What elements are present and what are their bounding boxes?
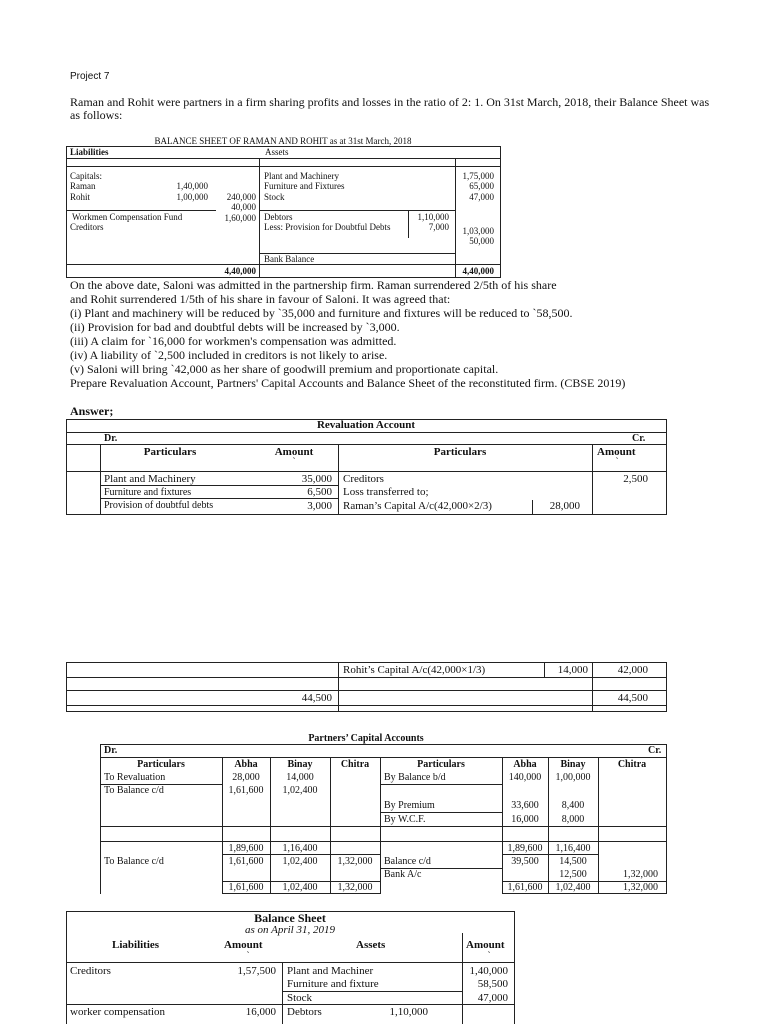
question-line-7: (v) Saloni will bring `42,000 as her share of goodwill premium and proportionate capital. [70, 362, 499, 376]
capital-to-revaluation: To Revaluation [104, 772, 166, 783]
old-bs-stock-amount: 47,000 [469, 192, 494, 202]
old-bs-creditors-amount: 1,60,000 [224, 213, 256, 223]
capital-by-bal-binay: 1,00,000 [555, 772, 591, 783]
bs-new-amount-left: Amount [224, 939, 263, 951]
answer-label: Answer; [70, 404, 114, 418]
question-line-1: On the above date, Saloni was admitted in the partnership firm. Raman surrendered 2/5th of his share [70, 278, 557, 292]
capital-to-bal2-abha: 1,61,600 [228, 856, 264, 867]
reval-creditors: Creditors [343, 473, 384, 485]
capital-sub-abha: 1,89,600 [228, 843, 264, 854]
old-bs-stock: Stock [264, 192, 285, 202]
capital-binay-left: Binay [287, 759, 313, 770]
capital-cr: Cr. [648, 745, 662, 756]
question-line-4: (ii) Provision for bad and doubtful debts will be increased by `3,000. [70, 320, 400, 334]
bs-new-stock: Stock [287, 992, 313, 1004]
capital-by-bal-abha: 140,000 [508, 772, 542, 783]
capital-rtotal-binay: 1,02,400 [555, 882, 591, 893]
reval-raman-amount: 28,000 [549, 500, 580, 512]
project-label: Project 7 [70, 71, 110, 82]
capital-to-balance-2: To Balance c/d [104, 856, 164, 867]
bs-new-liabilities: Liabilities [112, 939, 160, 951]
capital-by-prem-abha: 33,600 [511, 800, 539, 811]
old-bs-debtors: Debtors [264, 212, 293, 222]
old-bs-rohit: Rohit [70, 192, 91, 202]
bs-new-stock-amount: 47,000 [477, 992, 508, 1004]
bs-new-furniture: Furniture and fixture [287, 978, 379, 990]
capital-by-wcf-binay: 8,000 [561, 814, 585, 825]
capital-abha-right: Abha [513, 759, 537, 770]
reval-left-amount: 6,500 [307, 486, 332, 498]
reval-particulars-right: Particulars [433, 446, 487, 458]
question-line-8: Prepare Revaluation Account, Partners' Capital Accounts and Balance Sheet of the reconstituted firm. (CBSE 2019) [70, 376, 626, 390]
old-bs-raman: Raman [70, 181, 96, 191]
reval-left-amount: 3,000 [307, 500, 332, 512]
capital-dr: Dr. [104, 745, 118, 756]
bs-new-rupee-right: ` [487, 951, 491, 962]
capital-by-wcf-abha: 16,000 [511, 814, 539, 825]
capital-sub-binay: 1,16,400 [282, 843, 318, 854]
capital-total-abha: 1,61,600 [228, 882, 264, 893]
old-bs-debtors-amount: 1,10,000 [417, 212, 449, 222]
capital-rsub-abha: 1,89,600 [507, 843, 543, 854]
old-bs-provision: Less: Provision for Doubtful Debts [264, 222, 391, 232]
old-bs-plant: Plant and Machinery [264, 171, 339, 181]
reval-rohit-amount: 14,000 [557, 664, 588, 676]
capital-chitra-right: Chitra [617, 759, 647, 770]
old-bs-furniture-amount: 65,000 [469, 181, 494, 191]
capital-abha-left: Abha [234, 759, 258, 770]
old-bs-bank-amount: 50,000 [469, 236, 494, 246]
reval-amount-left: Amount [274, 446, 314, 458]
capital-by-wcf: By W.C.F. [384, 814, 426, 825]
bs-new-furniture-amount: 58,500 [477, 978, 508, 990]
question-intro-2: as follows: [70, 108, 123, 122]
old-bs-capitals: Capitals: [70, 171, 102, 181]
reval-amount-right: Amount [597, 446, 636, 458]
old-bs-plant-amount: 1,75,000 [462, 171, 494, 181]
bs-new-wcf: worker compensation [70, 1006, 165, 1018]
old-bs-creditors: Creditors [70, 222, 104, 232]
bs-new-rupee-left: ` [246, 951, 250, 962]
bs-new-wcf-amount: 16,000 [245, 1006, 276, 1018]
reval-total-left: 44,500 [301, 692, 332, 704]
reval-left-amount: 35,000 [301, 473, 332, 485]
capital-balance-cd: Balance c/d [384, 856, 431, 867]
bs-new-plant-amount: 1,40,000 [469, 965, 508, 977]
question-line-5: (iii) A claim for `16,000 for workmen's compensation was admitted. [70, 334, 397, 348]
question-line-2: and Rohit surrendered 1/5th of his share in favour of Saloni. It was agreed that: [70, 292, 451, 306]
old-bs-wcf-amount: 40,000 [231, 202, 256, 212]
old-bs-furniture: Furniture and Fixtures [264, 181, 345, 191]
reval-title: Revaluation Account [316, 419, 416, 431]
capital-by-prem-binay: 8,400 [561, 800, 585, 811]
capital-particulars-right: Particulars [417, 759, 465, 770]
old-bs-liabilities-heading: Liabilities [70, 147, 109, 157]
bs-new-amount-right: Amount [466, 939, 505, 951]
reval-rohit-capital: Rohit’s Capital A/c(42,000×1/3) [343, 664, 486, 676]
capital-binay-right: Binay [560, 759, 586, 770]
old-bs-total-right: 4,40,000 [462, 266, 494, 276]
old-bs-provision-amount: 7,000 [428, 222, 449, 232]
capital-bank-chitra: 1,32,000 [623, 869, 658, 880]
capital-to-bal-abha: 1,61,600 [228, 785, 264, 796]
capital-rtotal-abha: 1,61,600 [507, 882, 543, 893]
bs-new-debtors: Debtors [287, 1006, 322, 1018]
old-bs-title: BALANCE SHEET OF RAMAN AND ROHIT as at 31st March, 2018 [154, 136, 412, 146]
capital-title: Partners’ Capital Accounts [308, 733, 424, 744]
reval-cr: Cr. [632, 433, 646, 444]
bs-new-creditors: Creditors [70, 965, 111, 977]
reval-left-item: Provision of doubtful debts [104, 500, 214, 511]
question-line-3: (i) Plant and machinery will be reduced by `35,000 and furniture and fixtures will be reduced to `58,500. [70, 306, 573, 320]
capital-to-bal2-chitra: 1,32,000 [337, 856, 373, 867]
reval-creditors-amount: 2,500 [623, 473, 648, 485]
capital-by-premium: By Premium [384, 800, 435, 811]
old-bs-rohit-amount: 1,00,000 [176, 192, 208, 202]
reval-rupee-right: ` [615, 457, 619, 468]
capital-chitra-left: Chitra [340, 759, 370, 770]
reval-rupee-left: ` [292, 457, 296, 468]
reval-left-item: Furniture and fixtures [104, 487, 192, 498]
reval-particulars-left: Particulars [143, 446, 197, 458]
reval-rohit-total: 42,000 [617, 664, 648, 676]
reval-total-right: 44,500 [617, 692, 648, 704]
capital-bank-binay: 12,500 [559, 869, 587, 880]
old-bs-bank: Bank Balance [264, 254, 315, 264]
capital-rsub-binay: 1,16,400 [555, 843, 591, 854]
bs-new-creditors-amount: 1,57,500 [237, 965, 276, 977]
old-bs-total-left: 4,40,000 [224, 266, 256, 276]
bs-new-subtitle: as on April 31, 2019 [245, 924, 335, 936]
old-bs-raman-amount: 1,40,000 [176, 181, 208, 191]
capital-particulars-left: Particulars [137, 759, 185, 770]
capital-to-balance: To Balance c/d [104, 785, 164, 796]
old-bs-capital-total: 240,000 [226, 192, 256, 202]
capital-to-bal-binay: 1,02,400 [282, 785, 318, 796]
capital-by-balance: By Balance b/d [384, 772, 446, 783]
capital-bal-cd-binay: 14,500 [559, 856, 587, 867]
bs-new-plant: Plant and Machiner [287, 965, 374, 977]
reval-raman-capital: Raman’s Capital A/c(42,000×2/3) [343, 500, 492, 512]
capital-to-reval-binay: 14,000 [286, 772, 314, 783]
reval-dr: Dr. [104, 433, 118, 444]
reval-left-item: Plant and Machinery [104, 473, 196, 485]
question-line-6: (iv) A liability of `2,500 included in creditors is not likely to arise. [70, 348, 388, 362]
reval-loss: Loss transferred to; [343, 486, 429, 498]
old-bs-net-debtors: 1,03,000 [462, 226, 494, 236]
capital-to-bal2-binay: 1,02,400 [282, 856, 318, 867]
capital-rtotal-chitra: 1,32,000 [623, 882, 658, 893]
bs-new-debtors-amount: 1,10,000 [389, 1006, 428, 1018]
capital-total-chitra: 1,32,000 [337, 882, 373, 893]
capital-to-reval-abha: 28,000 [232, 772, 260, 783]
bs-new-assets: Assets [356, 939, 386, 951]
capital-bank: Bank A/c [384, 869, 422, 880]
bs-new-title: Balance Sheet [254, 911, 326, 925]
old-bs-assets-heading: Assets [265, 147, 289, 157]
question-intro-1: Raman and Rohit were partners in a firm sharing profits and losses in the ratio of 2: 1. On 31st March, 2018, their Balance Sheet was [70, 95, 710, 109]
old-bs-wcf: Workmen Compensation Fund [72, 212, 183, 222]
capital-bal-cd-abha: 39,500 [511, 856, 539, 867]
capital-total-binay: 1,02,400 [282, 882, 318, 893]
